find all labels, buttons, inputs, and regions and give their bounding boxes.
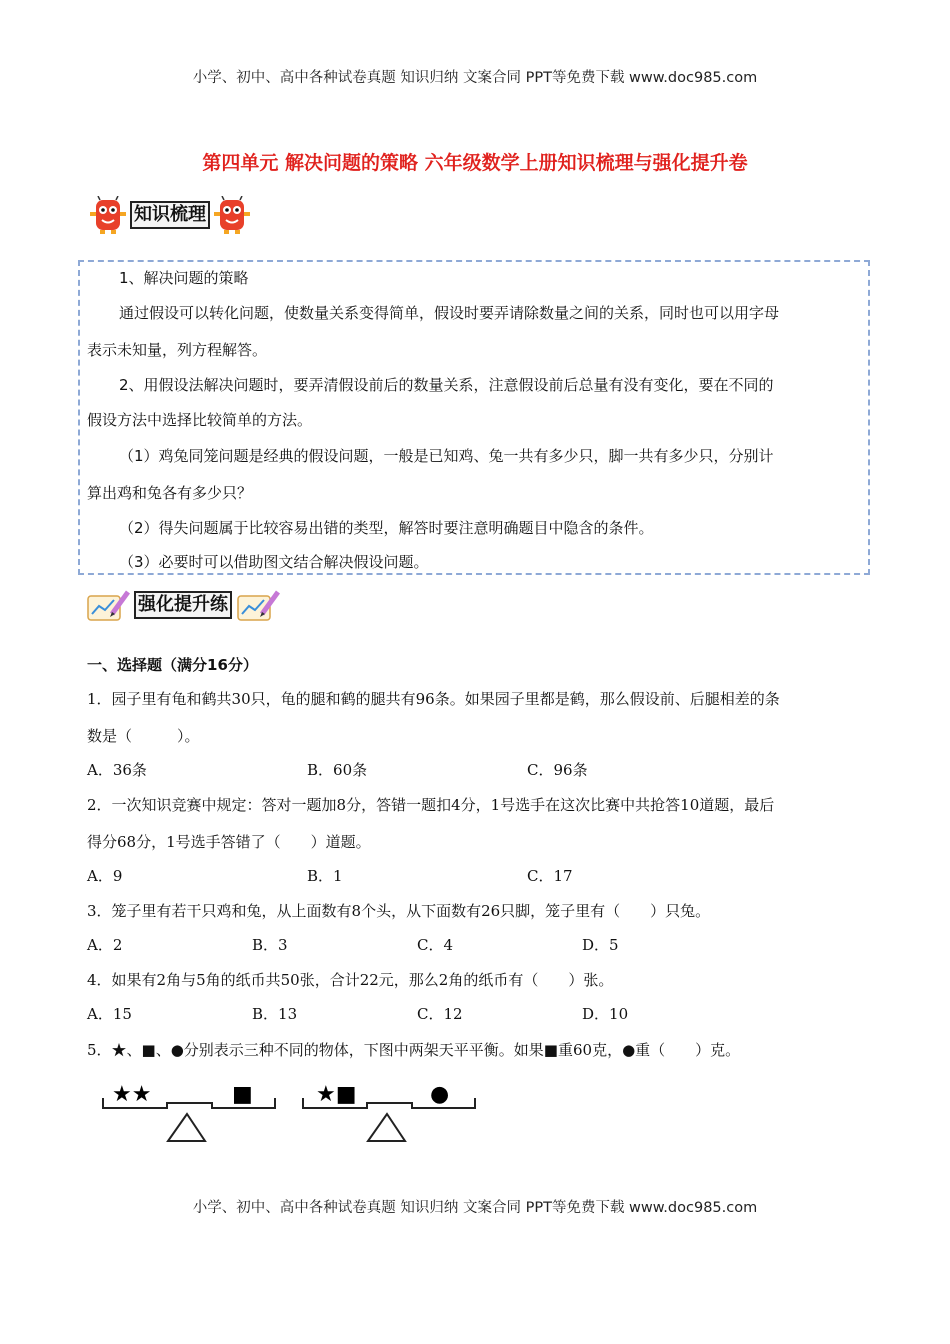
page-footer: 小学、初中、高中各种试卷真题 知识归纳 文案合同 PPT等免费下载 www.doc985.com bbox=[192, 1200, 758, 1216]
question-1-option-b: B．60条 bbox=[307, 761, 368, 779]
knowledge-paragraph: 表示未知量，列方程解答。 bbox=[87, 341, 268, 359]
question-1-text: 1．园子里有龟和鹤共30只，龟的腿和鹤的腿共有96条。如果园子里都是鹤，那么假设前、后腿相差的条 bbox=[87, 690, 780, 708]
knowledge-paragraph: 算出鸡和兔各有多少只？ bbox=[87, 484, 253, 502]
section-heading: 一、选择题（满分16分） bbox=[87, 656, 258, 674]
practice-section-label: 强化提升练 bbox=[134, 591, 232, 619]
page-title: 第四单元 解决问题的策略 六年级数学上册知识梳理与强化提升卷 bbox=[202, 152, 748, 174]
question-4-option-d: D．10 bbox=[582, 1005, 629, 1023]
question-2-option-c: C．17 bbox=[527, 867, 573, 885]
mascot-icon bbox=[90, 196, 126, 234]
question-3-option-c: C．4 bbox=[417, 936, 454, 954]
mascot-icon bbox=[214, 196, 250, 234]
balance-2-fulcrum bbox=[368, 1114, 405, 1141]
question-4-option-a: A．15 bbox=[87, 1005, 132, 1023]
balance-2-right-objects: ● bbox=[430, 1082, 450, 1107]
question-2-option-a: A．9 bbox=[87, 867, 123, 885]
question-3-option-d: D．5 bbox=[582, 936, 619, 954]
page-header: 小学、初中、高中各种试卷真题 知识归纳 文案合同 PPT等免费下载 www.doc985.com bbox=[192, 70, 758, 86]
knowledge-paragraph: 1、解决问题的策略 bbox=[119, 269, 249, 287]
knowledge-paragraph: 2、用假设法解决问题时，要弄清假设前后的数量关系，注意假设前后总量有没有变化，要在不同的 bbox=[119, 376, 774, 394]
balance-scale-1 bbox=[100, 1076, 280, 1146]
practice-section-badge bbox=[86, 588, 280, 622]
knowledge-paragraph: 通过假设可以转化问题，使数量关系变得简单，假设时要弄请除数量之间的关系，同时也可以用字母 bbox=[119, 304, 780, 322]
balance-2-left-objects: ★■ bbox=[316, 1082, 357, 1107]
question-2-text: 2．一次知识竞赛中规定：答对一题加8分，答错一题扣4分，1号选手在这次比赛中共抢答10道题，最后 bbox=[87, 796, 775, 814]
question-1-text: 数是（ ）。 bbox=[87, 727, 200, 745]
balance-1-right-objects: ■ bbox=[232, 1082, 253, 1107]
knowledge-paragraph: （1）鸡兔同笼问题是经典的假设问题，一般是已知鸡、兔一共有多少只，脚一共有多少只，分别计 bbox=[119, 447, 774, 465]
balance-scale-2 bbox=[300, 1076, 480, 1146]
question-5-text: 5．★、■、●分别表示三种不同的物体，下图中两架天平平衡。如果■重60克，●重（ ）克。 bbox=[87, 1041, 741, 1059]
question-3-text: 3．笼子里有若干只鸡和兔，从上面数有8个头，从下面数有26只脚，笼子里有（ ）只兔。 bbox=[87, 902, 711, 920]
question-3-option-a: A．2 bbox=[87, 936, 123, 954]
question-2-text: 得分68分，1号选手答错了（ ）道题。 bbox=[87, 833, 371, 851]
question-3-option-b: B．3 bbox=[252, 936, 288, 954]
question-2-option-b: B．1 bbox=[307, 867, 343, 885]
pencil-chart-icon bbox=[236, 588, 280, 622]
question-1-option-c: C．96条 bbox=[527, 761, 588, 779]
question-4-text: 4．如果有2角与5角的纸币共50张，合计22元，那么2角的纸币有（ ）张。 bbox=[87, 971, 614, 989]
question-4-option-b: B．13 bbox=[252, 1005, 298, 1023]
question-1-option-a: A．36条 bbox=[87, 761, 147, 779]
knowledge-paragraph: （2）得失问题属于比较容易出错的类型，解答时要注意明确题目中隐含的条件。 bbox=[119, 519, 654, 537]
pencil-chart-icon bbox=[86, 588, 130, 622]
balance-1-fulcrum bbox=[168, 1114, 205, 1141]
knowledge-paragraph: 假设方法中选择比较简单的方法。 bbox=[87, 411, 313, 429]
knowledge-section-label: 知识梳理 bbox=[130, 201, 210, 229]
knowledge-paragraph: （3）必要时可以借助图文结合解决假设问题。 bbox=[119, 553, 429, 571]
question-4-option-c: C．12 bbox=[417, 1005, 463, 1023]
balance-1-left-objects: ★★ bbox=[112, 1082, 152, 1107]
knowledge-section-badge bbox=[90, 196, 250, 234]
